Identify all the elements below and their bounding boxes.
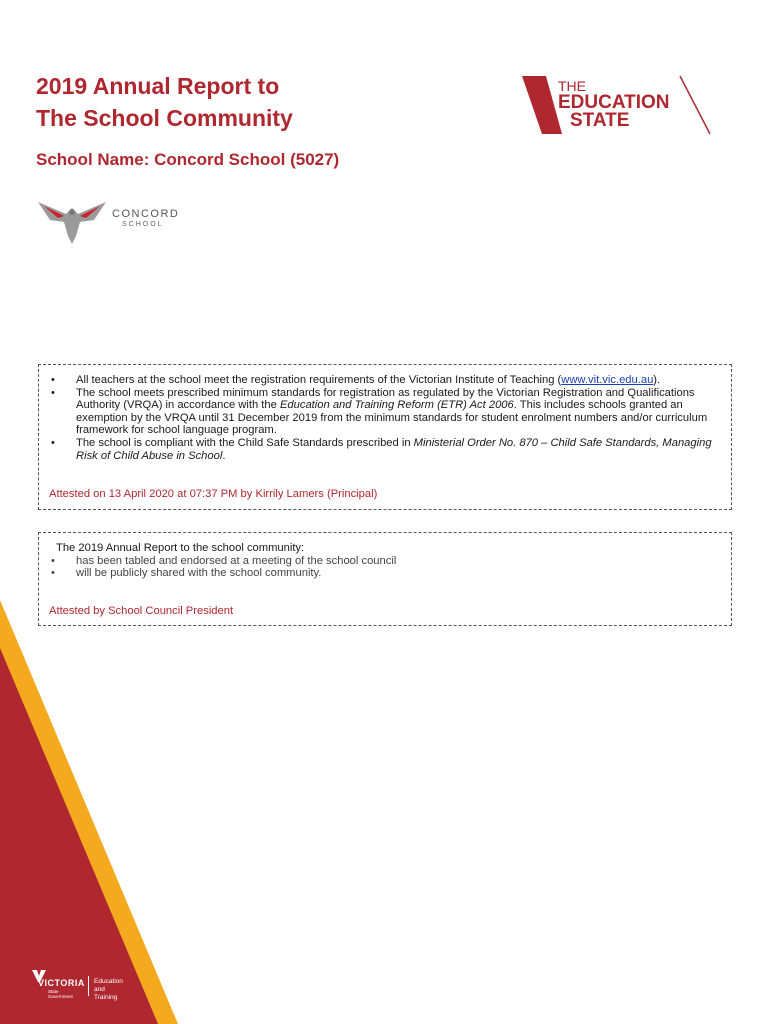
list-item <box>39 555 731 568</box>
compliance-text-3a: The school is compliant with the Child Safe Standards prescribed in <box>76 436 414 449</box>
council-attestation: Attested by School Council President <box>49 605 234 617</box>
school-name-heading: School Name: Concord School (5027) <box>36 150 340 169</box>
council-intro: The 2019 Annual Report to the school community: <box>56 542 305 554</box>
bullet-icon: • <box>51 386 55 399</box>
logo-text-education: EDUCATION <box>558 92 670 113</box>
council-item-1: has been tabled and endorsed at a meeting of the school council <box>76 554 397 567</box>
vic-sub-state: State <box>48 989 59 994</box>
compliance-text-2b: . This includes schools granted an exemption by the VRQA until 31 December 2019 from the minimum standards for student enrolment numbers and/or curriculum framework for school language program. <box>76 399 708 437</box>
council-box <box>38 532 732 626</box>
compliance-text-1a: All teachers at the school meet the registration requirements of the Victorian Institute of Teaching ( <box>76 374 562 386</box>
dept-line-1: Education <box>94 978 123 985</box>
concord-school-logo <box>36 196 182 246</box>
victoria-subtext <box>48 989 73 999</box>
victoria-wordmark: VICTORIA <box>38 978 85 988</box>
list-item <box>39 567 731 580</box>
compliance-text-1b: ). <box>653 374 661 386</box>
logo-slash <box>680 76 710 134</box>
logo-text-the: THE <box>558 78 586 94</box>
list-item <box>39 374 731 387</box>
eagle-crest-icon <box>36 196 108 246</box>
council-item-2: will be publicly shared with the school community. <box>76 567 322 580</box>
vic-sub-government: Government <box>48 994 73 999</box>
school-logo-name: CONCORD <box>112 208 180 220</box>
compliance-list <box>39 374 731 462</box>
bullet-icon: • <box>51 374 55 386</box>
title-line-1: 2019 Annual Report to <box>36 73 280 99</box>
compliance-box <box>38 364 732 510</box>
council-list <box>39 555 731 580</box>
logo-chevron-left <box>522 76 562 134</box>
page-title <box>36 70 293 134</box>
compliance-text-2a: The school meets prescribed minimum standards for registration as regulated by the Victorian Registration and Qualifications Authority (VRQA) in accordance with the <box>76 386 695 412</box>
vit-link[interactable]: www.vit.vic.edu.au <box>561 374 654 386</box>
bullet-icon: • <box>51 436 55 449</box>
logo-divider <box>88 976 89 996</box>
title-line-2: The School Community <box>36 105 293 131</box>
bullet-icon: • <box>51 554 55 567</box>
compliance-text-3b: . <box>222 449 226 462</box>
principal-attestation: Attested on 13 April 2020 at 07:37 PM by Kirrily Lamers (Principal) <box>49 488 378 500</box>
list-item <box>39 437 731 462</box>
dept-line-2: and Training <box>94 986 118 1001</box>
ministerial-order-name: Ministerial Order No. 870 – Child Safe Standards, Managing Risk of Child Abuse in School <box>76 436 712 462</box>
school-logo-sub: SCHOOL <box>122 221 164 228</box>
etr-act-name: Education and Training Reform (ETR) Act 2006 <box>279 399 514 412</box>
department-name <box>94 978 123 1002</box>
logo-text-state: STATE <box>570 110 630 131</box>
education-state-logo <box>518 72 718 138</box>
list-item <box>39 387 731 437</box>
bullet-icon: • <box>51 567 55 580</box>
